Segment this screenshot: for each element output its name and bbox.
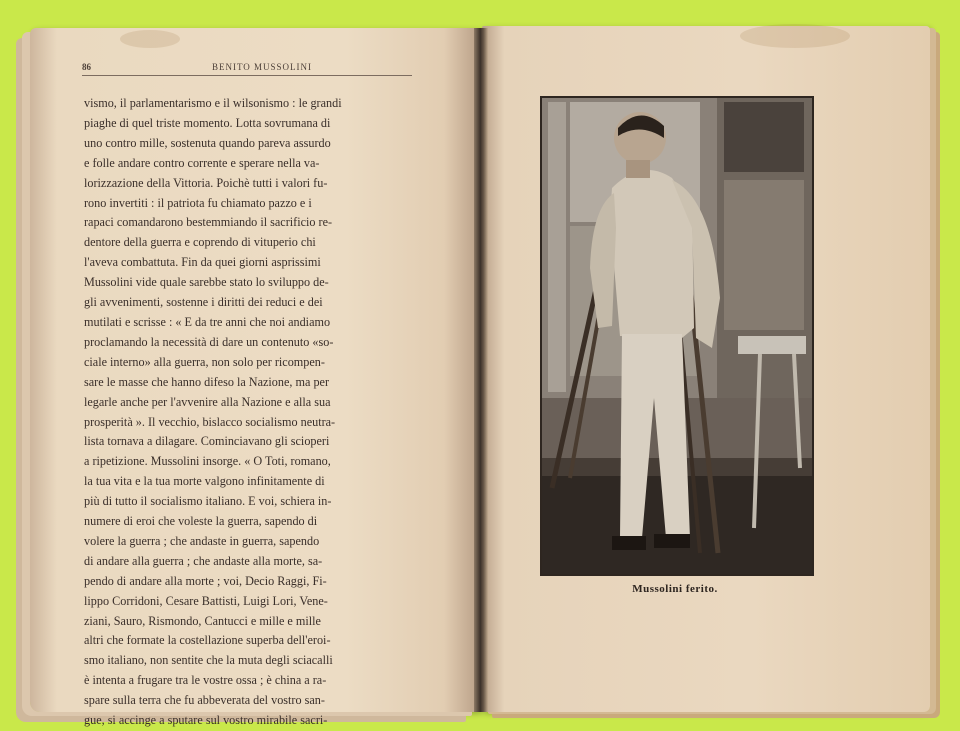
text-line: mutilati e scrisse : « E da tre anni che noi andiamo: [84, 314, 331, 329]
text-line: la tua vita e la tua morte valgono infinitamente di: [84, 474, 325, 489]
text-line: gue, si accinge a sputare sul vostro mirabile sacri-: [84, 713, 328, 728]
text-line: rapaci comandarono bestemmiando il sacrificio re-: [84, 215, 333, 230]
text-line: spare sulla terra che fu abbeverata del vostro san-: [84, 693, 325, 708]
text-line: di andare alla guerra ; che andaste alla morte, sa-: [84, 553, 323, 568]
text-line: rono invertiti : il patriota fu chiamato pazzo e i: [84, 195, 312, 210]
text-line: lista tornava a dilagare. Cominciavano gli scioperi: [84, 434, 330, 449]
book-gutter: [474, 28, 488, 712]
text-line: lorizzazione della Vittoria. Poichè tutti i valori fu-: [84, 175, 328, 190]
text-line: più di tutto il socialismo italiano. E voi, schiera in-: [84, 494, 332, 509]
text-line: piaghe di quel triste momento. Lotta sovrumana di: [84, 115, 331, 130]
text-line: ciale interno» alla guerra, non solo per ricompen-: [84, 354, 325, 369]
text-line: ziani, Sauro, Rismondo, Cantucci e mille e mille: [84, 613, 321, 628]
text-line: legarle anche per l'avvenire alla Nazione e alla sua: [84, 394, 331, 409]
text-line: smo italiano, non sentite che la muta degli sciacalli: [84, 653, 333, 668]
text-line: proclamando la necessità di dare un contenuto «so-: [84, 334, 334, 349]
photo-caption: Mussolini ferito.: [632, 583, 718, 595]
text-line: è intenta a frugare tra le vostre ossa ; è china a ra-: [84, 673, 327, 688]
paper-stain: [120, 30, 180, 48]
photo-mussolini-on-crutches: [542, 98, 812, 574]
text-line: pendo di andare alla morte ; voi, Decio Raggi, Fi-: [84, 573, 327, 588]
text-line: dentore della guerra e coprendo di vituperio chi: [84, 235, 316, 250]
page-number: 86: [82, 62, 91, 72]
text-line: numere di eroi che voleste la guerra, sapendo di: [84, 514, 318, 529]
text-line: volere la guerra ; che andaste in guerra, sapendo: [84, 533, 320, 548]
running-title: BENITO MUSSOLINI: [211, 62, 313, 72]
text-line: a ripetizione. Mussolini insorge. « O Toti, romano,: [84, 454, 331, 469]
text-line: prosperità ». Il vecchio, bislacco socialismo neutra-: [84, 414, 336, 429]
text-line: l'aveva combattuta. Fin da quei giorni asprissimi: [84, 255, 321, 270]
text-line: vismo, il parlamentarismo e il wilsonismo : le grandi: [84, 96, 342, 110]
text-line: lippo Corridoni, Cesare Battisti, Luigi Lori, Vene-: [84, 593, 328, 608]
text-line: altri che formate la costellazione superba dell'eroi-: [84, 633, 331, 648]
text-line: gli avvenimenti, sostenne i diritti dei reduci e dei: [84, 295, 323, 310]
text-line: e folle andare contro corrente e sperare nella va-: [84, 155, 320, 170]
page-header: [82, 62, 412, 76]
body-text: [84, 94, 414, 731]
paper-stain: [740, 24, 850, 48]
text-line: sare le masse che hanno difeso la Nazione, ma per: [84, 374, 329, 389]
text-line: Mussolini vide quale sarebbe stato lo sviluppo de-: [84, 275, 329, 290]
text-line: uno contro mille, sostenuta quando pareva assurdo: [84, 135, 331, 150]
photograph: [540, 96, 814, 576]
